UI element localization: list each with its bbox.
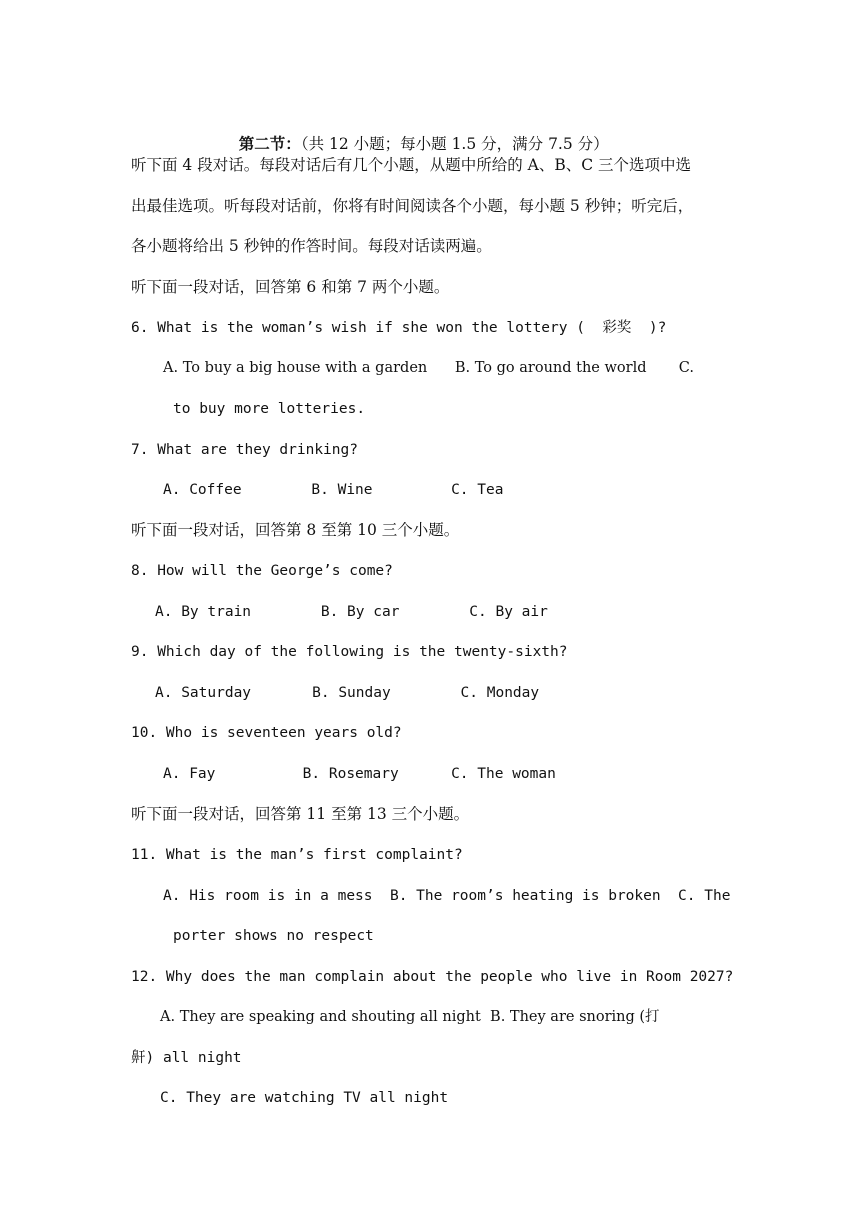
instruction-line-2: 出最佳选项。听每段对话前，你将有时间阅读各个小题，每小题 5 秒钟；听完后， — [131, 197, 694, 215]
question-12: 12. Why does the man complain about the people who live in Room 2027? — [131, 969, 734, 985]
dialog-intro-3: 听下面一段对话，回答第 11 至第 13 三个小题。 — [131, 805, 470, 823]
question-6: 6. What is the woman’s wish if she won the lottery ( 彩奖 )? — [131, 320, 667, 336]
question-7-options: A. Coffee B. Wine C. Tea — [163, 482, 504, 498]
dialog-intro-2: 听下面一段对话，回答第 8 至第 10 三个小题。 — [131, 521, 460, 539]
instruction-line-3: 各小题将给出 5 秒钟的作答时间。每段对话读两遍。 — [131, 237, 492, 255]
question-7: 7. What are they drinking? — [131, 442, 358, 458]
question-11: 11. What is the man’s first complaint? — [131, 847, 463, 863]
question-11-options-cont: porter shows no respect — [173, 928, 374, 944]
question-12-option-c: C. They are watching TV all night — [160, 1090, 449, 1106]
section-title — [228, 114, 609, 154]
question-11-options: A. His room is in a mess B. The room’s heating is broken C. The — [163, 888, 731, 904]
question-10-options: A. Fay B. Rosemary C. The woman — [163, 766, 556, 782]
question-12-options: A. They are speaking and shouting all night B. They are snoring (打 — [160, 1009, 660, 1025]
question-12-options-cont: 鼾) all night — [131, 1050, 242, 1066]
question-10: 10. Who is seventeen years old? — [131, 725, 402, 741]
question-8: 8. How will the George’s come? — [131, 563, 393, 579]
dialog-intro-1: 听下面一段对话，回答第 6 和第 7 两个小题。 — [131, 278, 450, 296]
question-8-options: A. By train B. By car C. By air — [155, 604, 548, 620]
question-6-options-cont: to buy more lotteries. — [173, 401, 366, 417]
instruction-line-1: 听下面 4 段对话。每段对话后有几个小题，从题中所给的 A、B、C 三个选项中选 — [131, 156, 692, 174]
question-9: 9. Which day of the following is the twenty-sixth? — [131, 644, 568, 660]
section-title-rest: （共 12 小题；每小题 1.5 分，满分 7.5 分） — [300, 135, 609, 153]
question-9-options: A. Saturday B. Sunday C. Monday — [155, 685, 540, 701]
section-title-bold: 第二节： — [238, 134, 301, 153]
question-6-options: A. To buy a big house with a garden B. To go around the world C. — [163, 360, 694, 376]
